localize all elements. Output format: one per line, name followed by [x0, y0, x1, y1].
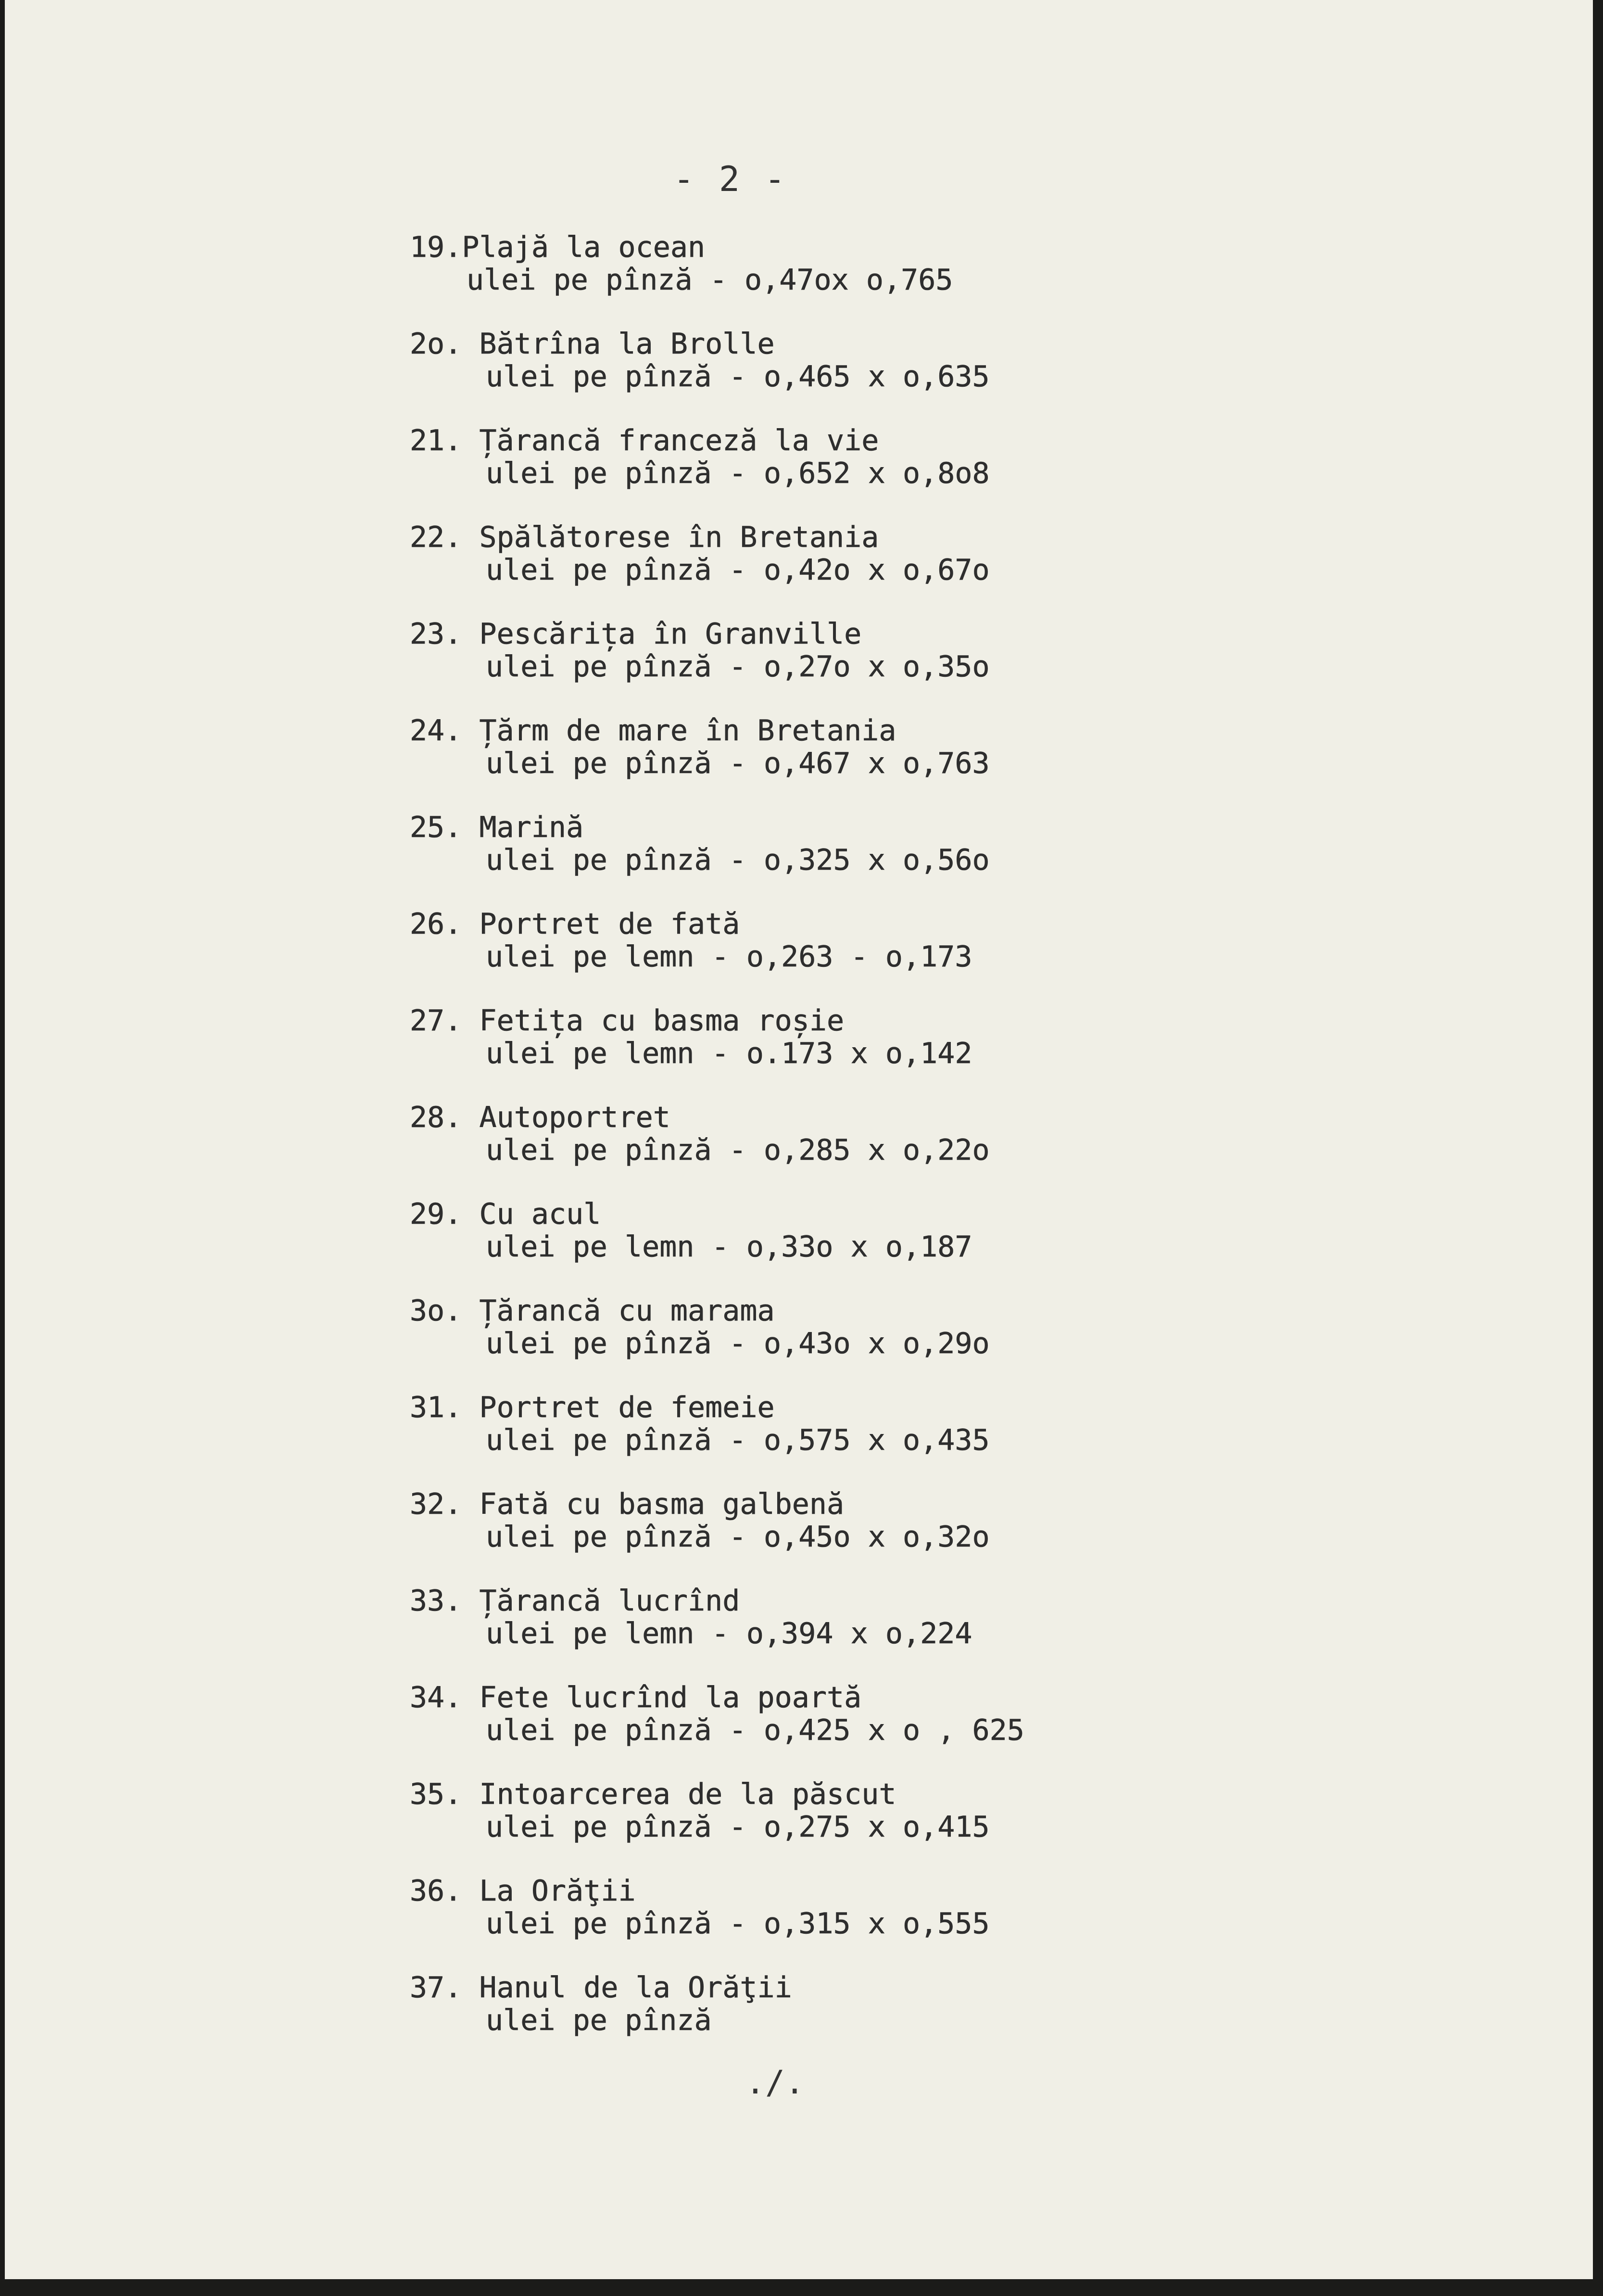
list-item [410, 1488, 1516, 1585]
list-item [410, 1391, 1516, 1488]
entry-details: ulei pe pînză - o,467 x o,763 [486, 747, 990, 780]
page-number: - 2 - [673, 159, 787, 199]
entry-details: ulei pe lemn - o.173 x o,142 [486, 1037, 972, 1070]
entry-title: 28. Autoportret [410, 1101, 670, 1134]
entry-title: 22. Spălătorese în Bretania [410, 520, 879, 554]
entry-details: ulei pe pînză - o,425 x o , 625 [486, 1713, 1024, 1747]
entry-details: ulei pe pînză - o,45o x o,32o [486, 1520, 990, 1554]
entry-details: ulei pe pînză - o,275 x o,415 [486, 1810, 990, 1844]
entry-details: ulei pe pînză - o,285 x o,22o [486, 1133, 990, 1167]
list-item [410, 908, 1516, 1004]
entry-details: ulei pe pînză - o,47ox o,765 [467, 263, 953, 297]
entry-title: 23. Pescărița în Granville [410, 617, 862, 651]
list-item [410, 618, 1516, 714]
entry-details: ulei pe pînză - o,575 x o,435 [486, 1423, 990, 1457]
list-item [410, 1294, 1516, 1391]
list-item [410, 1778, 1516, 1875]
entry-details: ulei pe pînză [486, 2004, 712, 2037]
entry-details: ulei pe pînză - o,27o x o,35o [486, 650, 990, 684]
entry-title: 36. La Orăţii [410, 1874, 636, 1908]
list-item [410, 1681, 1516, 1778]
entry-title: 35. Intoarcerea de la păscut [410, 1777, 896, 1811]
entry-title: 19.Plajă la ocean [410, 230, 706, 264]
entry-title: 34. Fete lucrînd la poartă [410, 1681, 862, 1714]
entry-title: 3o. Țărancă cu marama [410, 1294, 775, 1328]
list-item [410, 811, 1516, 908]
list-item [410, 1971, 1516, 2068]
entry-title: 26. Portret de fată [410, 907, 740, 941]
entry-details: ulei pe lemn - o,33o x o,187 [486, 1230, 972, 1264]
entry-details: ulei pe pînză - o,465 x o,635 [486, 360, 990, 393]
entry-title: 29. Cu acul [410, 1197, 601, 1231]
entry-title: 32. Fată cu basma galbenă [410, 1487, 845, 1521]
list-item [410, 1875, 1516, 1971]
closing-mark: ./. [745, 2064, 805, 2102]
entry-title: 33. Țărancă lucrînd [410, 1584, 740, 1618]
list-item [410, 1004, 1516, 1101]
list-item [410, 1585, 1516, 1681]
entry-details: ulei pe pînză - o,652 x o,8o8 [486, 457, 990, 490]
entry-title: 27. Fetița cu basma roșie [410, 1004, 845, 1038]
entry-title: 31. Portret de femeie [410, 1391, 775, 1424]
entry-title: 21. Țărancă franceză la vie [410, 424, 879, 457]
document-page [5, 0, 1593, 2279]
entry-details: ulei pe pînză - o,42o x o,67o [486, 553, 990, 587]
entry-details: ulei pe pînză - o,325 x o,56o [486, 843, 990, 877]
entry-details: ulei pe lemn - o,394 x o,224 [486, 1617, 972, 1650]
list-item [410, 424, 1516, 521]
list-item [410, 1101, 1516, 1198]
entry-details: ulei pe pînză - o,315 x o,555 [486, 1907, 990, 1941]
painting-list [410, 231, 1516, 2068]
entry-title: 37. Hanul de la Orăţii [410, 1971, 792, 2004]
list-item [410, 1198, 1516, 1294]
entry-details: ulei pe lemn - o,263 - o,173 [486, 940, 972, 974]
list-item [410, 328, 1516, 424]
list-item [410, 231, 1516, 328]
entry-title: 2o. Bătrîna la Brolle [410, 327, 775, 361]
entry-title: 25. Marină [410, 811, 584, 844]
entry-title: 24. Țărm de mare în Bretania [410, 714, 896, 748]
list-item [410, 521, 1516, 618]
entry-details: ulei pe pînză - o,43o x o,29o [486, 1327, 990, 1360]
list-item [410, 714, 1516, 811]
